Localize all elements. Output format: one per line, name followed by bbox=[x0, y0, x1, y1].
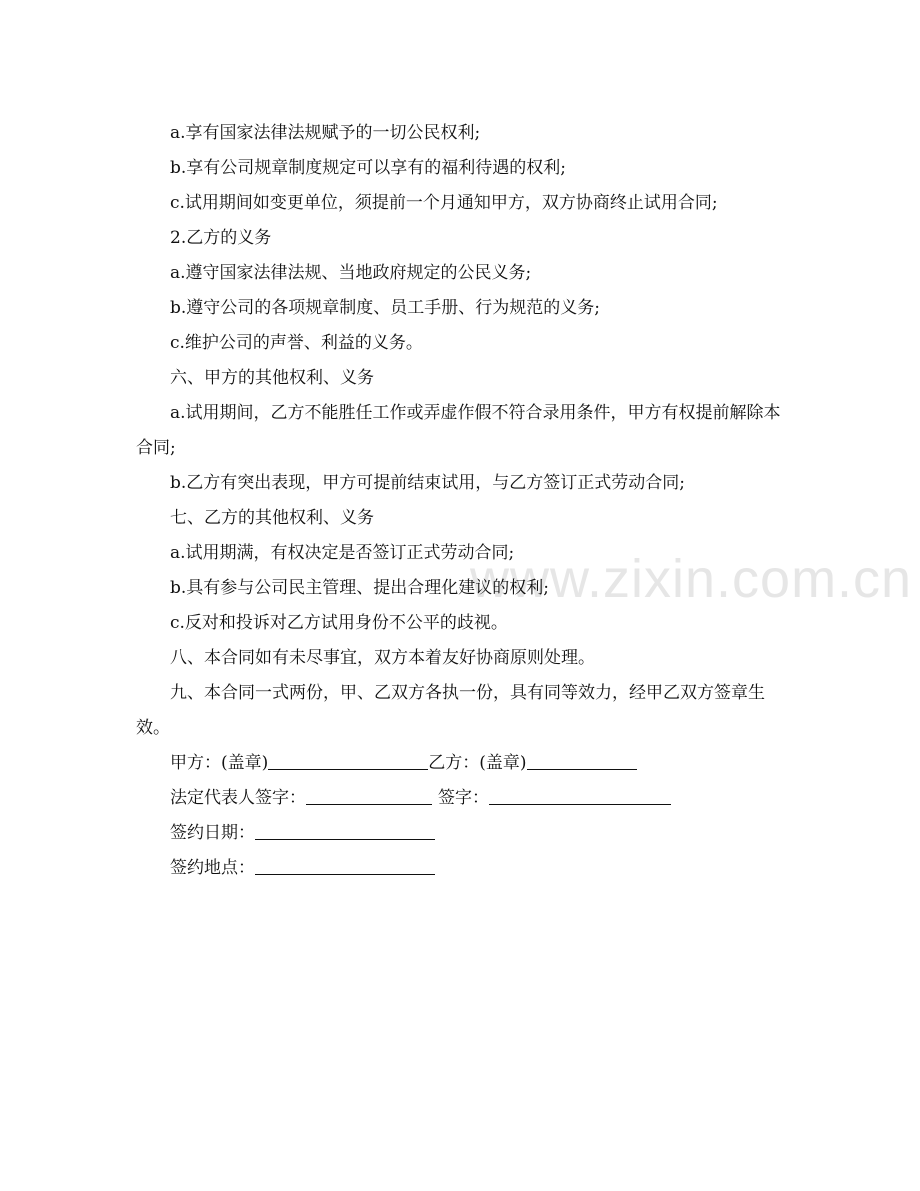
paragraph: b.享有公司规章制度规定可以享有的福利待遇的权利; bbox=[170, 158, 567, 178]
signature-blank[interactable] bbox=[489, 786, 671, 805]
section-heading: 2.乙方的义务 bbox=[170, 228, 272, 248]
date-label: 签约日期： bbox=[170, 823, 255, 843]
paragraph: b.具有参与公司民主管理、提出合理化建议的权利; bbox=[170, 578, 550, 598]
paragraph: a.遵守国家法律法规、当地政府规定的公民义务; bbox=[170, 263, 532, 283]
party-a-label: 甲方：(盖章) bbox=[170, 753, 269, 773]
paragraph: a.享有国家法律法规赋予的一切公民权利; bbox=[170, 123, 481, 143]
paragraph: a.试用期满，有权决定是否签订正式劳动合同; bbox=[170, 543, 515, 563]
party-b-label: 乙方：(盖章) bbox=[428, 753, 527, 773]
document-body bbox=[136, 116, 786, 886]
signature-row-legal-rep bbox=[136, 781, 786, 816]
paragraph: 八、本合同如有未尽事宜，双方本着友好协商原则处理。 bbox=[170, 648, 595, 668]
date-blank[interactable] bbox=[255, 821, 435, 840]
section-heading: 六、甲方的其他权利、义务 bbox=[170, 368, 374, 388]
signature-row-date bbox=[136, 816, 786, 851]
paragraph: a.试用期间，乙方不能胜任工作或弄虚作假不符合录用条件，甲方有权提前解除本合同; bbox=[136, 403, 781, 458]
sign-label: 签字： bbox=[438, 788, 489, 808]
paragraph: c.试用期间如变更单位，须提前一个月通知甲方，双方协商终止试用合同; bbox=[170, 193, 718, 213]
paragraph: c.维护公司的声誉、利益的义务。 bbox=[170, 333, 423, 353]
signature-row-place bbox=[136, 851, 786, 886]
signature-row-parties bbox=[136, 746, 786, 781]
section-heading: 七、乙方的其他权利、义务 bbox=[170, 508, 374, 528]
paragraph: b.遵守公司的各项规章制度、员工手册、行为规范的义务; bbox=[170, 298, 601, 318]
paragraph: b.乙方有突出表现，甲方可提前结束试用，与乙方签订正式劳动合同; bbox=[170, 473, 686, 493]
paragraph: c.反对和投诉对乙方试用身份不公平的歧视。 bbox=[170, 613, 508, 633]
place-blank[interactable] bbox=[255, 856, 435, 875]
watermark: www.zixin.com.cn bbox=[470, 549, 913, 609]
legal-rep-signature-blank[interactable] bbox=[306, 786, 432, 805]
legal-rep-label: 法定代表人签字： bbox=[170, 788, 306, 808]
party-a-seal-blank[interactable] bbox=[268, 751, 428, 770]
party-b-seal-blank[interactable] bbox=[527, 751, 637, 770]
place-label: 签约地点： bbox=[170, 858, 255, 878]
paragraph: 九、本合同一式两份，甲、乙双方各执一份，具有同等效力，经甲乙双方签章生效。 bbox=[136, 683, 765, 738]
